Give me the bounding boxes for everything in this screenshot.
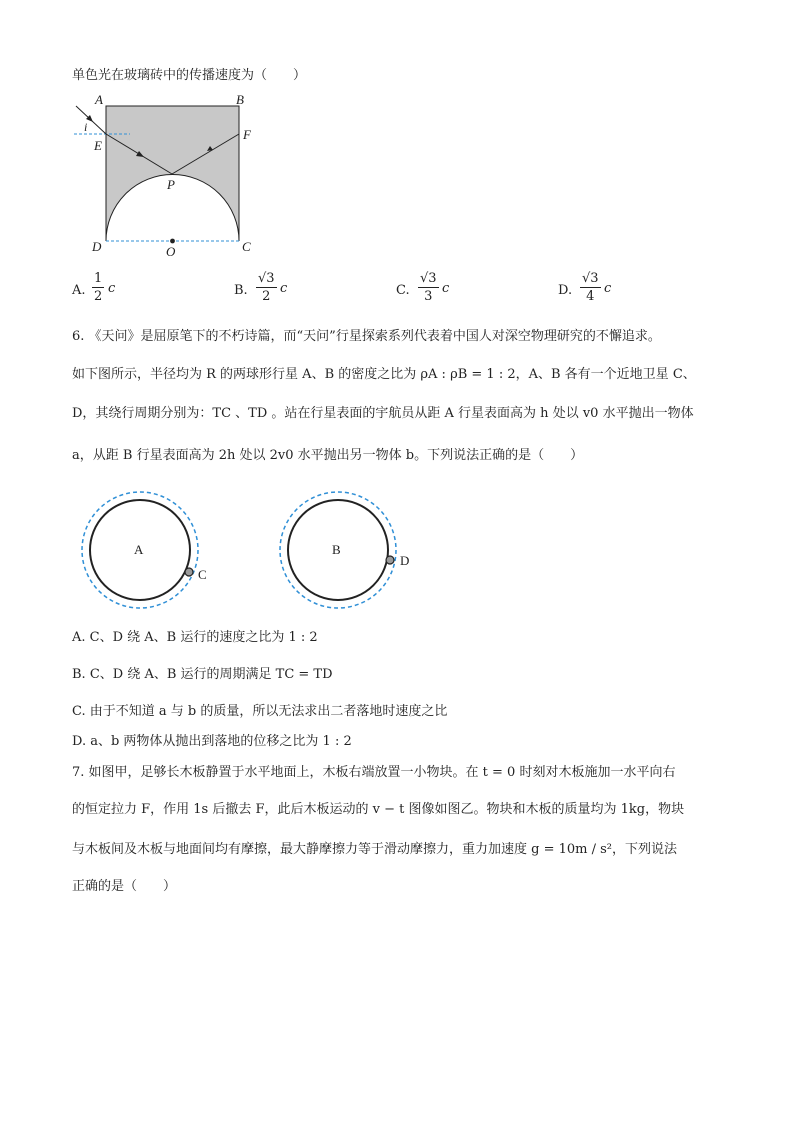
option-variable: c bbox=[604, 281, 612, 296]
option-variable: c bbox=[280, 281, 288, 296]
label-o: O bbox=[166, 244, 176, 259]
satellite-c-label: C bbox=[198, 567, 207, 582]
satellite-c bbox=[185, 568, 193, 576]
q5-glass-figure bbox=[68, 88, 268, 260]
planet-b-label: B bbox=[332, 542, 341, 557]
label-a: A bbox=[95, 92, 103, 107]
label-f: F bbox=[243, 127, 251, 142]
fraction-denominator: 2 bbox=[94, 289, 103, 304]
option-variable: c bbox=[108, 281, 116, 296]
q5-stem: 单色光在玻璃砖中的传播速度为（ ） bbox=[72, 68, 307, 83]
label-d: D bbox=[92, 239, 102, 254]
option-letter: D. bbox=[558, 283, 573, 298]
planet-a-label: A bbox=[134, 542, 144, 557]
q6-stem-line-2: 如下图所示，半径均为 R 的两球形行星 A、B 的密度之比为 ρA : ρB = 1 : 2，A、B 各有一个近地卫星 C、 bbox=[72, 367, 696, 382]
q6-option-d[interactable]: D. a、b 两物体从抛出到落地的位移之比为 1 : 2 bbox=[72, 734, 352, 749]
option-letter: B. bbox=[234, 283, 248, 298]
q6-option-b[interactable]: B. C、D 绕 A、B 运行的周期满足 TC = TD bbox=[72, 667, 333, 682]
fraction-numerator: √3 bbox=[258, 271, 275, 286]
q6-stem-line-1: 6. 《天问》是屈原笔下的不朽诗篇，而“天问”行星探索系列代表着中国人对深空物理研究的不懈追求。 bbox=[72, 329, 661, 344]
label-p: P bbox=[167, 177, 175, 192]
option-fraction bbox=[256, 270, 277, 305]
fraction-denominator: 4 bbox=[586, 289, 595, 304]
option-variable: c bbox=[442, 281, 450, 296]
fraction-denominator: 3 bbox=[424, 289, 433, 304]
satellite-d-label: D bbox=[400, 553, 410, 568]
q7-stem-line-1: 7. 如图甲，足够长木板静置于水平地面上，木板右端放置一小物块。在 t = 0 时刻对木板施加一水平向右 bbox=[72, 765, 676, 780]
label-c: C bbox=[242, 239, 251, 254]
option-letter: A. bbox=[72, 283, 86, 298]
option-fraction bbox=[92, 270, 104, 305]
label-b: B bbox=[236, 92, 244, 107]
q7-stem-line-4: 正确的是（ ） bbox=[72, 879, 177, 894]
center-point-o bbox=[170, 239, 175, 244]
satellite-d bbox=[386, 556, 394, 564]
q6-stem-line-4: a，从距 B 行星表面高为 2h 处以 2v0 水平抛出另一物体 b。下列说法正确的是（ ） bbox=[72, 448, 584, 463]
q6-option-a[interactable]: A. C、D 绕 A、B 运行的速度之比为 1 : 2 bbox=[72, 630, 318, 645]
fraction-denominator: 2 bbox=[262, 289, 271, 304]
option-letter: C. bbox=[396, 283, 410, 298]
q6-option-c[interactable]: C. 由于不知道 a 与 b 的质量，所以无法求出二者落地时速度之比 bbox=[72, 704, 448, 719]
fraction-numerator: √3 bbox=[582, 271, 599, 286]
fraction-numerator: 1 bbox=[94, 271, 103, 286]
q6-planets-figure bbox=[76, 490, 426, 612]
label-i: i bbox=[84, 120, 88, 134]
q7-stem-line-3: 与木板间及木板与地面间均有摩擦，最大静摩擦力等于滑动摩擦力，重力加速度 g = 10m / s²，下列说法 bbox=[72, 842, 678, 857]
q7-stem-line-2: 的恒定拉力 F，作用 1s 后撤去 F，此后木板运动的 v − t 图像如图乙。物块和木板的质量均为 1kg，物块 bbox=[72, 802, 685, 817]
option-fraction bbox=[580, 270, 601, 305]
option-fraction bbox=[418, 270, 439, 305]
label-e: E bbox=[94, 138, 102, 153]
q6-stem-line-3: D，其绕行周期分别为：TC 、TD 。站在行星表面的宇航员从距 A 行星表面高为 h 处以 v0 水平抛出一物体 bbox=[72, 406, 694, 421]
fraction-numerator: √3 bbox=[420, 271, 437, 286]
